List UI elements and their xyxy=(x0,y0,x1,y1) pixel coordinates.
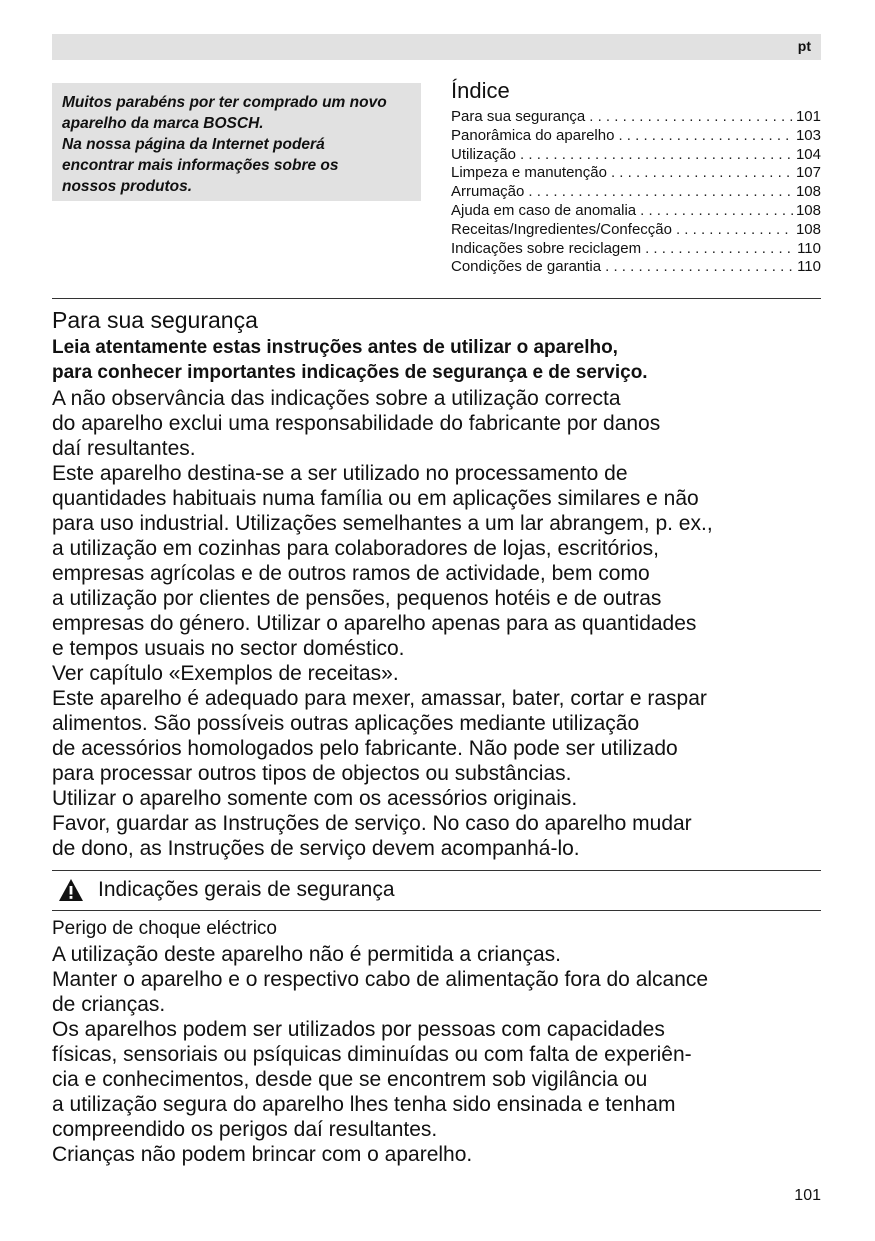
subsection-title: Perigo de choque eléctrico xyxy=(52,918,277,939)
divider xyxy=(52,910,821,911)
toc-entry-page: 110 xyxy=(797,258,821,276)
intro-line: nossos produtos. xyxy=(62,178,193,195)
toc-entry xyxy=(451,221,821,240)
toc-entry-label: Arrumação xyxy=(451,183,525,201)
toc-leader-dots xyxy=(645,240,794,259)
general-safety-heading xyxy=(52,872,821,908)
toc-entry-label: Panorâmica do aparelho xyxy=(451,126,615,144)
toc-leader-dots xyxy=(640,202,793,221)
toc-entry-page: 108 xyxy=(795,220,821,238)
body-line: para processar outros tipos de objectos ou substâncias. xyxy=(52,761,572,785)
body-line: a utilização por clientes de pensões, pequenos hotéis e de outras xyxy=(52,586,662,610)
toc-entry-page: 103 xyxy=(795,126,821,144)
intro-line: Muitos parabéns por ter comprado um novo xyxy=(62,94,387,111)
intro-line: aparelho da marca BOSCH. xyxy=(62,115,264,132)
body-line: quantidades habituais numa família ou em aplicações similares e não xyxy=(52,486,699,510)
body-line: Este aparelho destina-se a ser utilizado no processamento de xyxy=(52,461,628,485)
section-title: Para sua segurança xyxy=(52,307,258,333)
toc-leader-dots xyxy=(618,127,793,146)
body-line: físicas, sensoriais ou psíquicas diminuídas ou com falta de experiên- xyxy=(52,1043,692,1066)
body-line: cia e conhecimentos, desde que se encontrem sob vigilância ou xyxy=(52,1068,648,1091)
body-line: compreendido os perigos daí resultantes. xyxy=(52,1118,438,1141)
safety-body xyxy=(52,386,821,861)
page-number: 101 xyxy=(794,1187,821,1204)
toc-entry xyxy=(451,146,821,165)
toc-entry-page: 110 xyxy=(797,239,821,257)
electric-shock-section xyxy=(52,916,821,1167)
body-line: de crianças. xyxy=(52,993,166,1016)
toc-leader-dots xyxy=(611,164,793,183)
toc-entry xyxy=(451,258,821,277)
lead-line: para conhecer importantes indicações de segurança e de serviço. xyxy=(52,361,648,383)
lead-line: Leia atentamente estas instruções antes de utilizar o aparelho, xyxy=(52,337,618,358)
body-line: de acessórios homologados pelo fabricante. Não pode ser utilizado xyxy=(52,736,678,760)
toc-leader-dots xyxy=(589,108,793,127)
toc-leader-dots xyxy=(528,183,793,202)
general-body xyxy=(52,942,821,1167)
body-line: a utilização segura do aparelho lhes tenha sido ensinada e tenham xyxy=(52,1093,676,1116)
body-line: Manter o aparelho e o respectivo cabo de alimentação fora do alcance xyxy=(52,968,709,991)
body-line: Crianças não podem brincar com o aparelho. xyxy=(52,1143,473,1166)
toc-leader-dots xyxy=(520,146,793,165)
toc-entry-page: 108 xyxy=(795,183,821,201)
toc-entry-label: Condições de garantia xyxy=(451,258,602,276)
toc-entry-page: 108 xyxy=(795,201,821,219)
intro-box xyxy=(52,83,421,201)
divider xyxy=(52,870,821,871)
toc-entry-page: 107 xyxy=(795,164,821,182)
index-title: Índice xyxy=(451,78,510,103)
toc-entry-page: 104 xyxy=(795,145,821,163)
body-line: Utilizar o aparelho somente com os acessórios originais. xyxy=(52,786,578,810)
body-line: Ver capítulo «Exemplos de receitas». xyxy=(52,661,399,685)
body-line: Os aparelhos podem ser utilizados por pessoas com capacidades xyxy=(52,1018,665,1041)
body-line: do aparelho exclui uma responsabilidade do fabricante por danos xyxy=(52,411,661,435)
body-line: e tempos usuais no sector doméstico. xyxy=(52,636,405,660)
toc-entry xyxy=(451,202,821,221)
divider xyxy=(52,298,821,299)
toc-entry-label: Receitas/Ingredientes/Confecção xyxy=(451,220,672,238)
toc-entry-label: Para sua segurança xyxy=(451,108,586,125)
toc-leader-dots xyxy=(605,258,794,277)
body-line: para uso industrial. Utilizações semelhantes a um lar abrangem, p. ex., xyxy=(52,511,713,535)
header-bar xyxy=(52,34,821,60)
toc-entry-label: Utilização xyxy=(451,145,517,163)
table-of-contents xyxy=(451,76,821,277)
lead-text xyxy=(52,336,821,386)
body-line: A não observância das indicações sobre a utilização correcta xyxy=(52,386,621,410)
body-line: a utilização em cozinhas para colaboradores de lojas, escritórios, xyxy=(52,536,659,560)
warning-icon xyxy=(58,878,84,902)
body-line: A utilização deste aparelho não é permitida a crianças. xyxy=(52,943,561,966)
toc-entry-page: 101 xyxy=(795,108,821,125)
body-line: Este aparelho é adequado para mexer, amassar, bater, cortar e raspar xyxy=(52,686,707,710)
toc-entry-label: Ajuda em caso de anomalia xyxy=(451,201,637,219)
body-line: Favor, guardar as Instruções de serviço. No caso do aparelho mudar xyxy=(52,811,692,835)
toc-entry xyxy=(451,127,821,146)
toc-entry-label: Indicações sobre reciclagem xyxy=(451,239,642,257)
toc-list xyxy=(451,108,821,277)
toc-entry xyxy=(451,240,821,259)
intro-line: encontrar mais informações sobre os xyxy=(62,157,339,174)
body-line: alimentos. São possíveis outras aplicações mediante utilização xyxy=(52,711,640,735)
safety-section xyxy=(52,304,821,861)
language-code: pt xyxy=(797,38,811,54)
toc-entry xyxy=(451,108,821,127)
body-line: daí resultantes. xyxy=(52,436,196,460)
toc-leader-dots xyxy=(676,221,793,240)
toc-entry xyxy=(451,183,821,202)
body-line: empresas agrícolas e de outros ramos de actividade, bem como xyxy=(52,561,650,585)
intro-line: Na nossa página da Internet poderá xyxy=(62,136,325,153)
general-safety-title: Indicações gerais de segurança xyxy=(98,878,395,901)
body-line: empresas do género. Utilizar o aparelho apenas para as quantidades xyxy=(52,611,697,635)
toc-entry xyxy=(451,164,821,183)
toc-entry-label: Limpeza e manutenção xyxy=(451,164,607,182)
body-line: de dono, as Instruções de serviço devem acompanhá-lo. xyxy=(52,836,580,860)
